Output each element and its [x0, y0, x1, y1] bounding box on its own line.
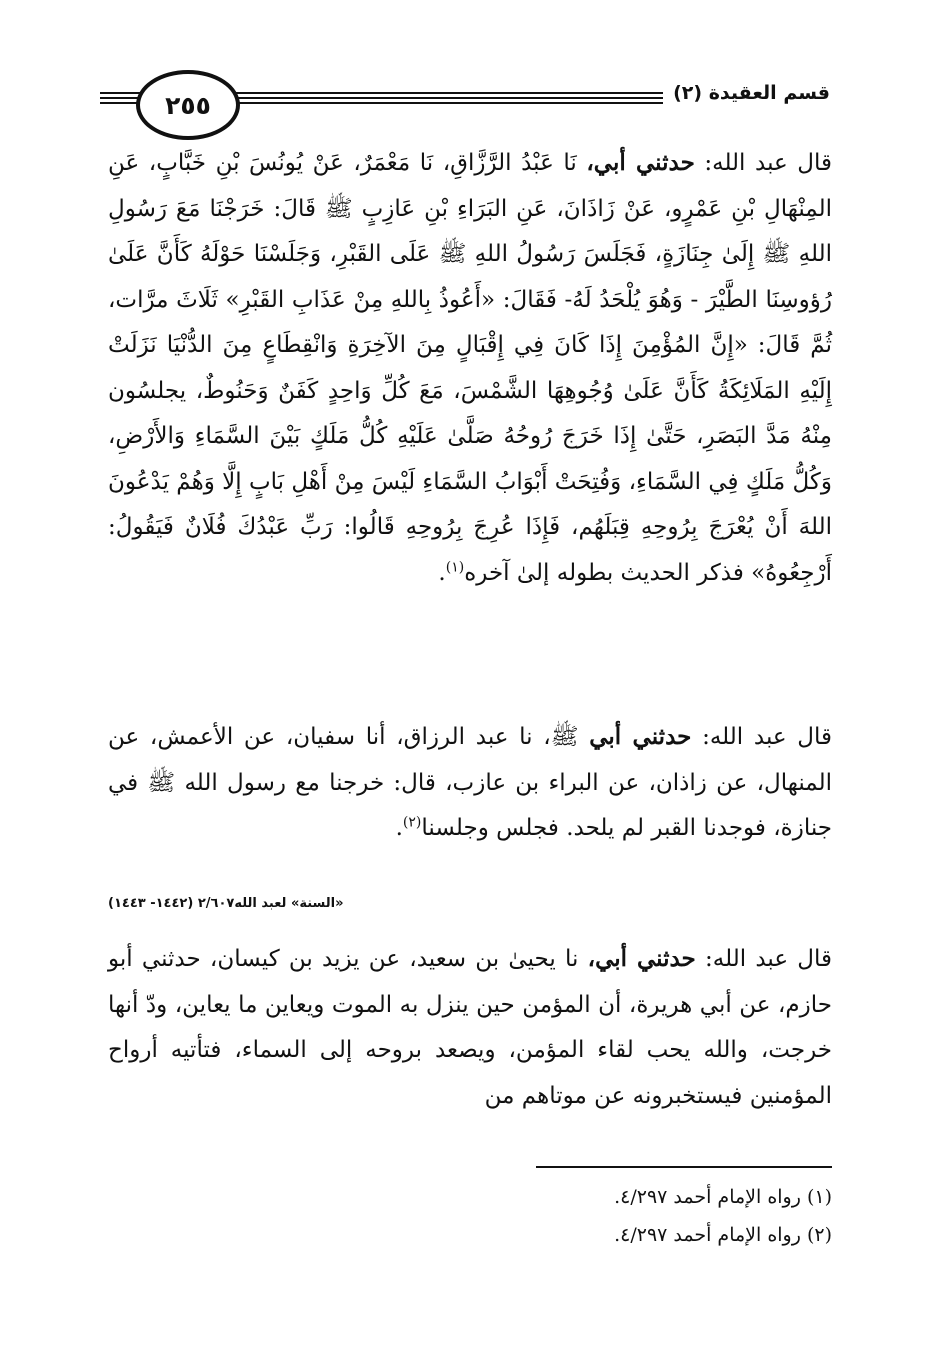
footnote-2: (٢) رواه الإمام أحمد ٤/٢٩٧.	[614, 1224, 832, 1246]
page-header	[100, 70, 830, 140]
paragraph-3-text: نا يحيىٰ بن سعيد، عن يزيد بن كيسان، حدثني أبو حازم، عن أبي هريرة، أن المؤمن حين ينزل به الموت ويعاين ما يعاين، ودّ أنها خرجت، والله يحب لقاء المؤمن، ويصعد بروحه إلى السماء، فتأتيه أرواح المؤمنين فيستخبرونه عن موتاهم من	[108, 946, 832, 1109]
paragraph-1-bold: حدثني أبي،	[586, 149, 695, 176]
paragraph-2	[108, 714, 832, 852]
footnote-ref-2: (٢)	[402, 814, 422, 831]
paragraph-2-text: ﷺ، نا عبد الرزاق، أنا سفيان، عن الأعمش، عن المنهال، عن زاذان، عن البراء بن عازب، قال: خرجنا مع رسول الله ﷺ في جنازة، فوجدنا القبر لم يلحد. فجلس وجلسنا	[108, 724, 832, 841]
paragraph-1-end: .	[438, 559, 446, 586]
footnote-1: (١) رواه الإمام أحمد ٤/٢٩٧.	[614, 1186, 832, 1208]
paragraph-3-lead: قال عبد الله:	[705, 946, 832, 972]
paragraph-2-end: .	[395, 815, 403, 841]
page-number: ٢٥٥	[136, 70, 240, 140]
footnote-ref-1: (١)	[445, 558, 465, 575]
footnote-divider	[536, 1166, 832, 1168]
running-title: قسم العقيدة (٢)	[663, 82, 830, 104]
paragraph-2-lead: قال عبد الله:	[702, 724, 833, 750]
source-citation: «السنة» لعبد الله٢/٦٠٧ (١٤٤٢- ١٤٤٣)	[108, 896, 344, 911]
paragraph-2-bold: حدثني أبي	[589, 723, 692, 750]
paragraph-1	[108, 140, 832, 596]
paragraph-3	[108, 936, 832, 1119]
footnotes	[108, 1178, 832, 1254]
paragraph-3-bold: حدثني أبي،	[587, 945, 696, 972]
paragraph-1-lead: قال عبد الله:	[704, 150, 832, 176]
paragraph-1-text: نَا عَبْدُ الرَّزَّاقِ، نَا مَعْمَرٌ، عَنْ يُونُسَ بْنِ خَبَّابٍ، عَنِ المِنْهَالِ بْنِ عَمْرٍو، عَنْ زَاذَانَ، عَنِ البَرَاءِ بْنِ عَازِبٍ ﷺ قَالَ: خَرَجْنَا مَعَ رَسُولِ اللهِ ﷺ إِلَىٰ جِنَازَةٍ، فَجَلَسَ رَسُولُ اللهِ ﷺ عَلَى القَبْرِ، وَجَلَسْنَا حَوْلَهُ كَأَنَّ عَلَىٰ رُؤوسِنَا الطَّيْرَ - وَهُوَ يُلْحَدُ لَهُ- فَقَالَ: «أَعُوذُ بِاللهِ مِنْ عَذَابِ القَبْرِ» ثَلَاثَ مرَّات، ثُمَّ قَالَ: «إِنَّ المُؤْمِنَ إِذَا كَانَ فِي إِقْبَالٍ مِنَ الآخِرَةِ وَانْقِطَاعٍ مِنَ الدُّنْيَا نَزَلَتْ إِلَيْهِ المَلَائِكَةُ كَأَنَّ عَلَىٰ وُجُوهِهَا الشَّمْسَ، مَعَ كُلِّ وَاحِدٍ كَفَنٌ وَحَنُوطٌ، يجلسُون مِنْهُ مَدَّ البَصَرِ، حَتَّىٰ إِذَا خَرَجَ رُوحُهُ صَلَّىٰ عَلَيْهِ كُلُّ مَلَكٍ بَيْنَ السَّمَاءِ وَالأَرْضِ، وَكُلُّ مَلَكٍ فِي السَّمَاءِ، وَفُتِحَتْ أَبْوَابُ السَّمَاءِ لَيْسَ مِنْ أَهْلِ بَابٍ إِلَّا وَهُمْ يَدْعُونَ اللهَ أَنْ يُعْرَجَ بِرُوحِهِ قِبَلَهُم، فَإِذَا عُرِجَ بِرُوحِهِ قَالُوا: رَبِّ عَبْدُكَ فُلَانٌ فَيَقُولُ: أَرْجِعُوهُ» فذكر الحديث بطوله إلىٰ آخره	[108, 150, 832, 586]
